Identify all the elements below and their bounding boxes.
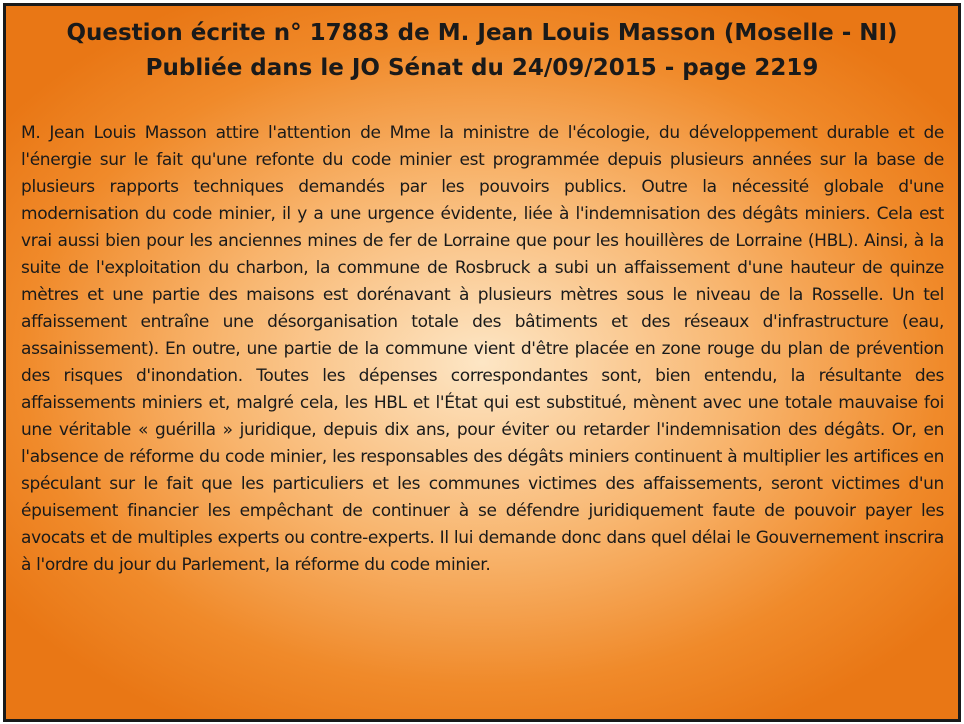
title-line-publication: Publiée dans le JO Sénat du 24/09/2015 - page 2219 bbox=[145, 55, 819, 81]
question-body-text: M. Jean Louis Masson attire l'attention de Mme la ministre de l'écologie, du développement durable et de l'énergie sur le fait qu'une refonte du code minier est programmée depuis plusieurs années sur la base de plusieurs rapports techniques demandés par les pouvoirs publics. Outre la nécessité globale d'une modernisation du code minier, il y a une urgence évidente, liée à l'indemnisation des dégâts miniers. Cela est vrai aussi bien pour les anciennes mines de fer de Lorraine que pour les houillères de Lorraine (HBL). Ainsi, à la suite de l'exploitation du charbon, la commune de Rosbruck a subi un affaissement d'une hauteur de quinze mètres et une partie des maisons est dorénavant à plusieurs mètres sous le niveau de la Rosselle. Un tel affaissement entraîne une désorganisation totale des bâtiments et des réseaux d'infrastructure (eau, assainissement). En outre, une partie de la commune vient d'être placée en zone rouge du plan de prévention des risques d'inondation. Toutes les dépenses correspondantes sont, bien entendu, la résultante des affaissements miniers et, malgré cela, les HBL et l'État qui est substitué, mènent avec une totale mauvaise foi une véritable « guérilla » juridique, depuis dix ans, pour éviter ou retarder l'indemnisation des dégâts. Or, en l'absence de réforme du code minier, les responsables des dégâts miniers continuent à multiplier les artifices en spéculant sur le fait que les particuliers et les communes victimes des affaissements, seront victimes d'un épuisement financier les empêchant de continuer à se défendre juridiquement faute de pouvoir payer les avocats et de multiples experts ou contre-experts. Il lui demande donc dans quel délai le Gouvernement inscrira à l'ordre du jour du Parlement, la réforme du code minier. bbox=[21, 123, 944, 575]
document-title bbox=[6, 16, 958, 86]
document-frame bbox=[3, 3, 961, 722]
title-line-question: Question écrite n° 17883 de M. Jean Louis Masson (Moselle - NI) bbox=[66, 20, 898, 46]
